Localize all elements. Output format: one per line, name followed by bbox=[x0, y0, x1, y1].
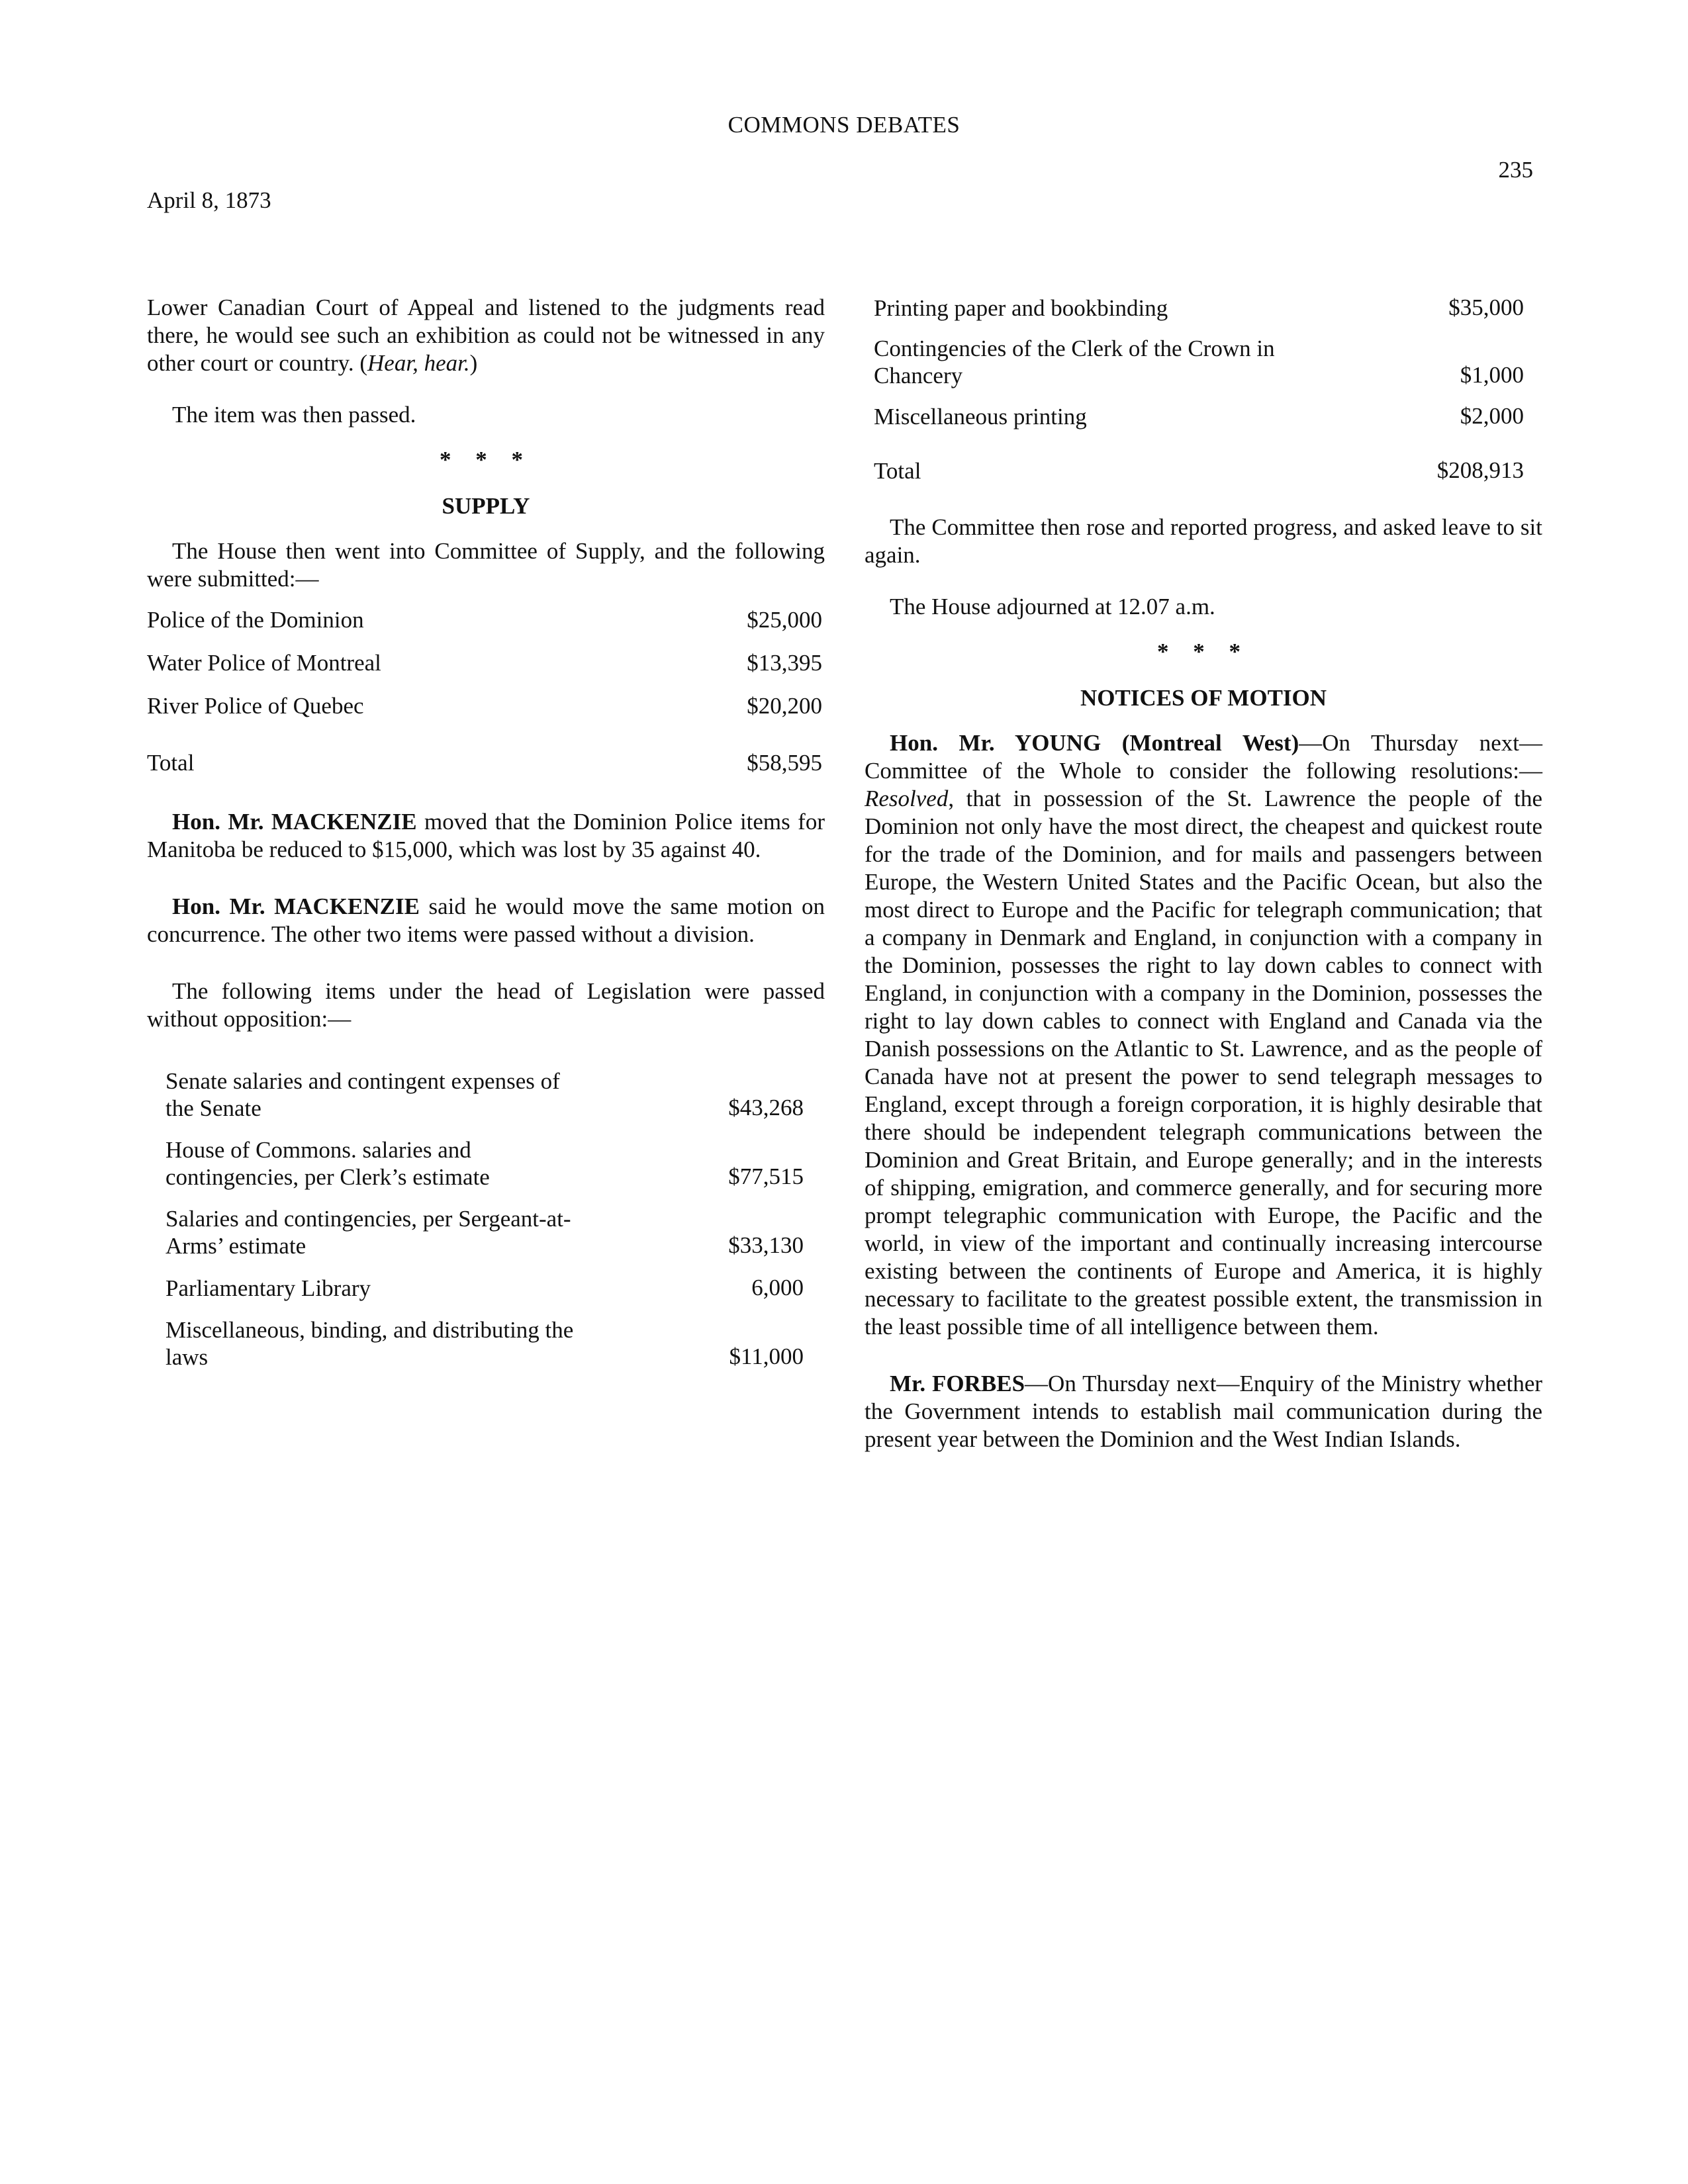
page-number: 235 bbox=[1498, 157, 1533, 183]
table-total-row: Total $208,913 bbox=[874, 457, 1524, 484]
speaker-name: Hon. Mr. MACKENZIE bbox=[172, 893, 420, 919]
table-row: Parliamentary Library 6,000 bbox=[165, 1275, 804, 1301]
paragraph-young-resolution: Hon. Mr. YOUNG (Montreal West)—On Thursday next—Committee of the Whole to consider the following resolutions:— Resolved, that in possession of the St. Lawrence the people of the Dominion not only have the most direct, the cheapest and quickest route for the trade of the Dominion, and for mails and passengers between Europe, the Western United States and the Pacific Ocean, but also the most direct to Europe and the Pacific for telegraph communication; that a company in Denmark and England, in conjunction with a company in the Dominion, possesses the right to lay down cables to connect with England, in conjunction with a company in the Dominion, possesses the right to lay down cables to connect with England and Canada via the Danish possessions on the Atlantic to St. Lawrence, and as the people of Canada have not at present the power to send telegraph messages to England, except through a foreign corporation, it is highly desirable that there should be independent telegraph communications between the Dominion and Great Britain, and Europe generally; and in the interests of shipping, emigration, and commerce generally, and for securing more prompt telegraphic communication with Europe, the Pacific and the world, in view of the important and continually increasing intercourse existing between the continents of Europe and America, it is highly necessary to facilitate to the greatest possible extent, the transmission in the least possible time of all intelligence between them. bbox=[865, 730, 1542, 1340]
paragraph-committee-of-supply: The House then went into Committee of Supply, and the following were submitted:— bbox=[147, 538, 825, 592]
table-row: House of Commons. salaries and contingencies, per Clerk’s estimate $77,515 bbox=[165, 1137, 804, 1190]
table-row: Water Police of Montreal $13,395 bbox=[147, 650, 822, 676]
speaker-name: Hon. Mr. YOUNG (Montreal West) bbox=[890, 730, 1299, 756]
legislation-table bbox=[147, 1068, 804, 1371]
table-row: Printing paper and bookbinding $35,000 bbox=[874, 295, 1524, 321]
paragraph-house-adjourned: The House adjourned at 12.07 a.m. bbox=[890, 594, 1215, 619]
table-row: Miscellaneous printing $2,000 bbox=[874, 403, 1524, 430]
table-row: Police of the Dominion $25,000 bbox=[147, 607, 822, 633]
paragraph-mackenzie-concurrence: Hon. Mr. MACKENZIE said he would move the same motion on concurrence. The other two items were passed without a division. bbox=[147, 893, 825, 947]
paragraph-court-of-appeal: Lower Canadian Court of Appeal and listened to the judgments read there, he would see such an exhibition as could not be witnessed in any other court or country. (Hear, hear.) bbox=[147, 295, 825, 376]
date-line: April 8, 1873 bbox=[147, 187, 271, 213]
resolved-word: Resolved bbox=[865, 786, 949, 811]
hear-hear: Hear, hear. bbox=[367, 350, 470, 376]
paragraph-legislation-items: The following items under the head of Legislation were passed without opposition:— bbox=[147, 978, 825, 1032]
supply-table bbox=[147, 606, 825, 777]
heading-notices-of-motion: NOTICES OF MOTION bbox=[1080, 685, 1327, 711]
section-separator: * * * bbox=[1157, 639, 1250, 664]
table-row: Senate salaries and contingent expenses of the Senate $43,268 bbox=[165, 1068, 804, 1121]
paragraph-forbes-enquiry: Mr. FORBES—On Thursday next—Enquiry of the Ministry whether the Government intends to establish mail communication during the present year between the Dominion and the West Indian Islands. bbox=[865, 1371, 1543, 1452]
table-row: Contingencies of the Clerk of the Crown in Chancery $1,000 bbox=[874, 336, 1524, 388]
section-separator: * * * bbox=[440, 447, 532, 473]
paragraph-committee-rose: The Committee then rose and reported progress, and asked leave to sit again. bbox=[865, 514, 1542, 568]
running-head: COMMONS DEBATES bbox=[727, 112, 961, 138]
table-total-row: Total $58,595 bbox=[147, 750, 822, 776]
table-row: Salaries and contingencies, per Sergeant-at-Arms’ estimate $33,130 bbox=[165, 1206, 804, 1259]
paragraph-mackenzie-motion: Hon. Mr. MACKENZIE moved that the Dominion Police items for Manitoba be reduced to $15,000, which was lost by 35 against 40. bbox=[147, 809, 825, 862]
printing-table bbox=[865, 294, 1524, 484]
paragraph-item-passed: The item was then passed. bbox=[172, 402, 416, 428]
right-column bbox=[865, 294, 1542, 1453]
speaker-name: Mr. FORBES bbox=[890, 1371, 1025, 1396]
table-row: Miscellaneous, binding, and distributing the laws $11,000 bbox=[165, 1317, 804, 1370]
left-column bbox=[147, 294, 825, 1385]
table-row: River Police of Quebec $20,200 bbox=[147, 693, 822, 719]
speaker-name: Hon. Mr. MACKENZIE bbox=[172, 809, 417, 835]
heading-supply: SUPPLY bbox=[442, 493, 530, 519]
